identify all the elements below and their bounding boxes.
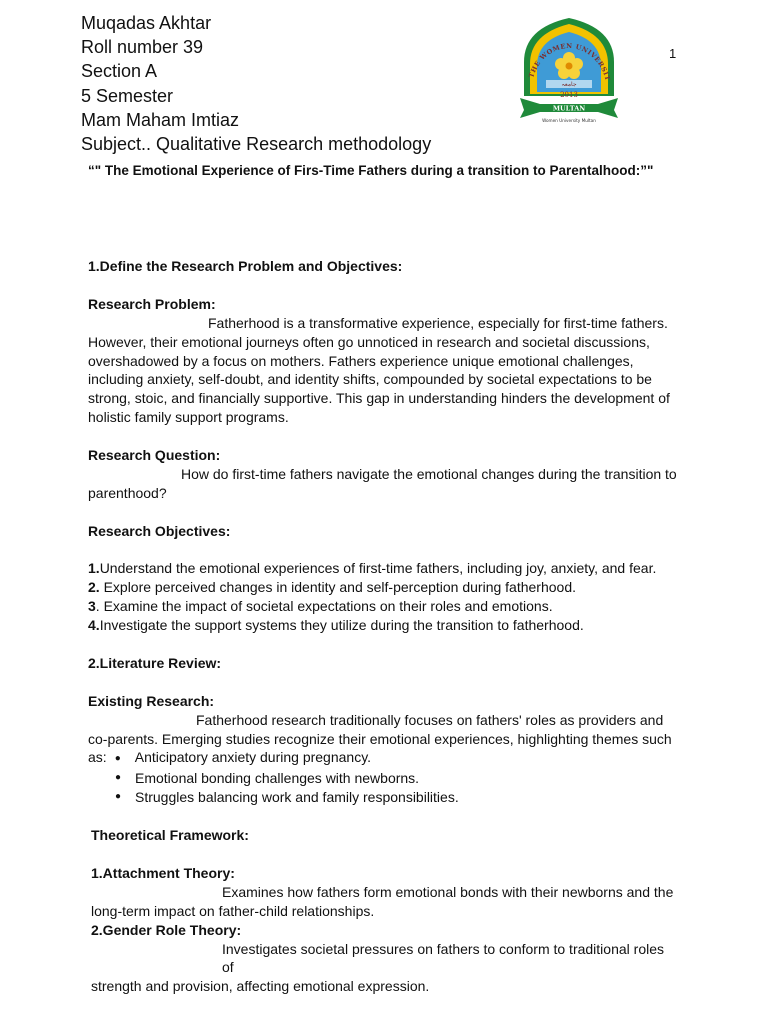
university-logo [490, 14, 648, 130]
gender-role-theory-text: strength and provision, affecting emotional expression. [91, 978, 430, 995]
attachment-theory-first-line: Examines how fathers form emotional bonds with their newborns and the [222, 883, 674, 900]
page-number: 1 [669, 46, 677, 61]
logo-caption: Women University Multan [542, 118, 596, 123]
svg-text:جامعہ: جامعہ [561, 81, 577, 88]
list-item: ● Emotional bonding challenges with newborns. [88, 769, 678, 788]
research-problem-text: However, their emotional journeys often go unnoticed in research and societal discussions, overshadowed by a focus on mothers. Fathers experience unique emotional challenges, including anxiety, self-doubt, and identity shifts, compounded by societal expectations to be strong, stoic, and financially supportive. This gap in understanding hinders the development of holistic family support programs. [88, 333, 670, 426]
research-question-heading: Research Question: [88, 447, 221, 464]
logo-ribbon-text: MULTAN [552, 104, 586, 113]
attachment-theory-heading: 1.Attachment Theory: [91, 864, 235, 881]
existing-research-heading: Existing Research: [88, 692, 215, 709]
document-body [88, 257, 678, 996]
objective-item: 2. Explore perceived changes in identity and self-perception during fatherhood. [88, 579, 576, 596]
roll-number: Roll number 39 [81, 37, 204, 58]
research-objectives-heading: Research Objectives: [88, 522, 231, 539]
section1-heading: 1.Define the Research Problem and Objectives: [88, 258, 403, 274]
research-problem-heading: Research Problem: [88, 295, 216, 312]
research-question-first-line: How do first-time fathers navigate the emotional changes during the transition to [181, 465, 677, 482]
research-question-text: parenthood? [88, 484, 167, 501]
objective-item: 4.Investigate the support systems they utilize during the transition to fatherhood. [88, 617, 584, 634]
teacher-name: Mam Maham Imtiaz [81, 109, 240, 130]
objective-item: 1.Understand the emotional experiences of first-time fathers, including joy, anxiety, and fear. [88, 560, 657, 577]
list-item: ● Struggles balancing work and family responsibilities. [88, 788, 678, 807]
theoretical-framework-heading: Theoretical Framework: [91, 827, 249, 844]
logo-year: 2013 [560, 91, 578, 99]
document-title: “" The Emotional Experience of Firs-Time Fathers during a transition to Parentalhood:”" [88, 163, 654, 178]
semester: 5 Semester [81, 85, 174, 106]
existing-research-first-line: Fatherhood research traditionally focuses on fathers' roles as providers and [196, 711, 664, 728]
existing-research-bullet-line: as: ● Anticipatory anxiety during pregnancy. [88, 749, 372, 766]
research-themes-list [88, 769, 678, 807]
student-name: Muqadas Akhtar [81, 13, 212, 33]
gender-role-theory-first-line: Investigates societal pressures on fathers to conform to traditional roles of [222, 940, 664, 976]
student-info-header [81, 11, 431, 156]
subject: Subject.. Qualitative Research methodology [81, 134, 432, 155]
existing-research-text: co-parents. Emerging studies recognize their emotional experiences, highlighting themes such [88, 730, 672, 747]
gender-role-theory-heading: 2.Gender Role Theory: [91, 921, 242, 938]
section: Section A [81, 61, 158, 82]
logo-arc-text: THE WOMEN UNIVERSIT [527, 41, 612, 82]
university-crest-icon [490, 14, 648, 130]
research-problem-first-line: Fatherhood is a transformative experience, especially for first-time fathers. [208, 314, 668, 331]
attachment-theory-text: long-term impact on father-child relationships. [91, 902, 375, 919]
section2-heading: 2.Literature Review: [88, 654, 222, 671]
objective-item: 3. Examine the impact of societal expectations on their roles and emotions. [88, 598, 553, 615]
